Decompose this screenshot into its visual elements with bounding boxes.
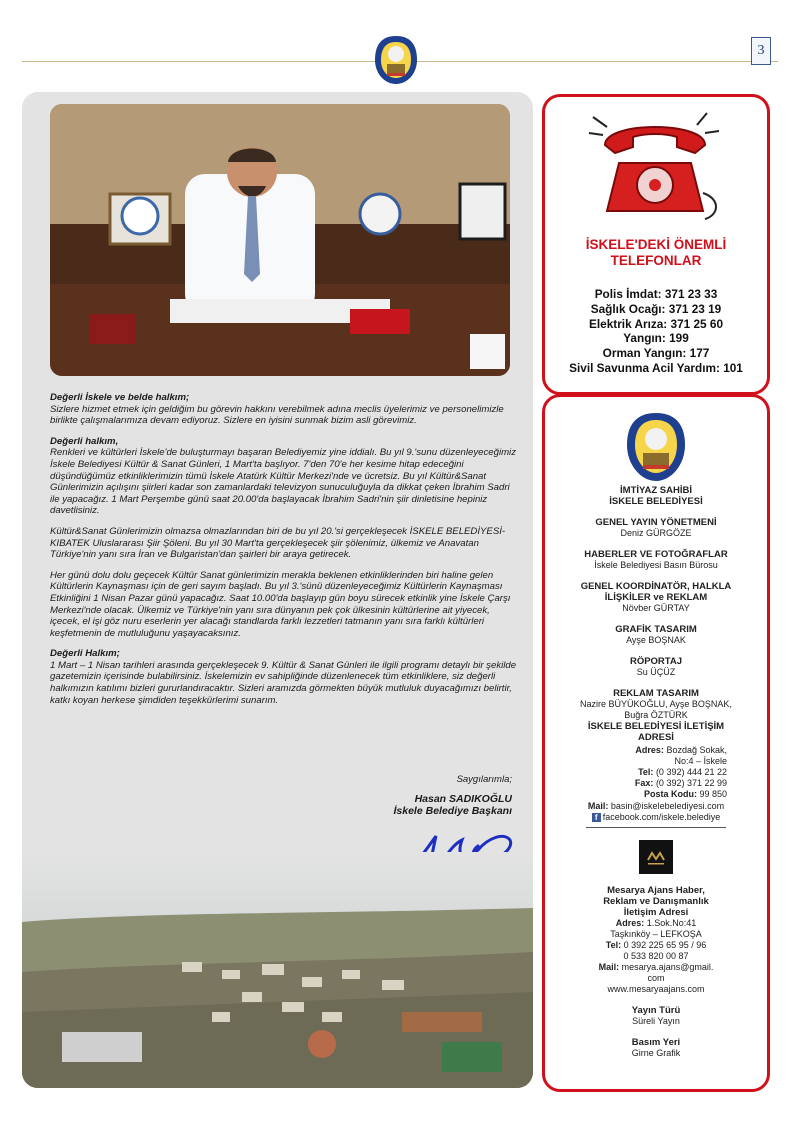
coordinator-label-2: İLİŞKİLER ve REKLAM xyxy=(604,592,708,603)
phones-title-line2: TELEFONLAR xyxy=(610,253,702,268)
contact-label: İSKELE BELEDİYESİ İLETİŞİM xyxy=(587,721,725,732)
closing: Saygılarımla; xyxy=(456,774,512,785)
mail-label: Mail: xyxy=(587,801,609,811)
mayor-message-panel xyxy=(22,92,533,1088)
publication-type-value: Süreli Yayın xyxy=(632,1016,680,1026)
coordinator-value: Növber GÜRTAY xyxy=(622,603,690,613)
print-location-value: Girne Grafik xyxy=(631,1048,681,1058)
address-label: Adres: xyxy=(635,745,664,755)
imprint-content xyxy=(549,485,763,1069)
print-location-label: Basım Yeri xyxy=(631,1037,681,1048)
interview-label: RÖPORTAJ xyxy=(629,656,683,667)
red-telephone-icon xyxy=(585,103,725,223)
ad-design-value-2: Buğra ÖZTÜRK xyxy=(624,710,688,720)
mail-link[interactable]: basin@iskelebelediyesi.com xyxy=(610,801,725,811)
aerial-town-photo xyxy=(22,852,533,1088)
graphic-value: Ayşe BOŞNAK xyxy=(626,635,686,645)
agency-tel-value: 0 392 225 65 95 / 96 xyxy=(623,940,707,950)
news-label: HABERLER VE FOTOĞRAFLAR xyxy=(584,549,728,560)
phone-list xyxy=(545,287,767,376)
paragraph: Kültür&Sanat Günlerimizin olmazsa olmazlarından biri de bu yıl 20.'si gerçekleşecek İSKELE BELEDİYESİ-KIBATEK Uluslararası Şiir Şöleni. Bu yıl 30 Mart'ta gerçekleşecek şiir şölenimiz, ülkemiz ve Anavatan Türkiye'nin yanı sıra İran ve Bulgaristan'dan şairleri bir araya getirecek. xyxy=(50,525,506,561)
facebook-link[interactable]: facebook.com/iskele.belediye xyxy=(602,812,721,822)
publication-type-label: Yayın Türü xyxy=(631,1005,681,1016)
phone-item: Elektrik Arıza: 371 25 60 xyxy=(589,316,723,331)
greeting-heading: Değerli İskele ve belde halkım; xyxy=(50,392,190,403)
ad-design-label: REKLAM TASARIM xyxy=(613,688,699,699)
address-value-2: No:4 – İskele xyxy=(674,756,727,766)
agency-address-value: 1.Sok.No:41 xyxy=(646,918,697,928)
interview-value: Su ÜÇÜZ xyxy=(636,667,676,677)
address-value: Bozdağ Sokak, xyxy=(666,745,727,755)
page-number: 3 xyxy=(751,37,771,65)
agency-mail-label: Mail: xyxy=(598,962,620,972)
agency-website-link[interactable]: www.mesaryaajans.com xyxy=(607,984,705,994)
agency-address-label: Adres: xyxy=(615,918,645,928)
facebook-icon: f xyxy=(592,813,601,822)
owner-label: İMTİYAZ SAHİBİ xyxy=(620,485,692,496)
iskele-municipality-logo-icon xyxy=(625,411,687,483)
divider xyxy=(586,827,726,828)
tel-value: (0 392) 444 21 22 xyxy=(655,767,727,777)
fax-label: Fax: xyxy=(634,778,654,788)
agency-mail-link[interactable]: mesarya.ajans@gmail. xyxy=(621,962,714,972)
ad-design-value: Nazire BÜYÜKOĞLU, Ayşe BOŞNAK, xyxy=(580,699,732,709)
mesarya-logo-icon xyxy=(639,840,673,874)
postal-label: Posta Kodu: xyxy=(643,789,697,799)
agency-name: Mesarya Ajans Haber, xyxy=(607,885,705,896)
agency-address-value-2: Taşkınköy – LEFKOŞA xyxy=(610,929,702,939)
news-value: İskele Belediyesi Basın Bürosu xyxy=(594,560,718,570)
paragraph: Her günü dolu dolu geçecek Kültür Sanat günlerimizin merakla beklenen etkinliklerinden biri haline gelen Kültürlerin Kaynaşması için de geri sayım başladı. Bu yıl 3.'sünü düzenleyeceğimiz Kültürlerin Kaynaşması Etkinliğini 1 Nisan Pazar günü yapacağız. Saat 10.00'da başlayıp gün boyu sürecek etkinlik yine İskele Çarşı Merkezi'nde olacak. Ülkemiz ve Türkiye'nin yanı sıra dünyanın pek çok ülkesinin kültürlerine ait yiyecek, içecek, el işi göz nuru eserlerin yer alacağı standlarda farklı lezzetleri tatmanın yanı sıra farklı kültürleri keşfetmenin de mutluluğunu yaşayacaksınız. xyxy=(50,569,511,639)
contact-label-2: ADRESİ xyxy=(638,732,674,743)
editor-value: Deniz GÜRGÖZE xyxy=(620,528,692,538)
fax-value: (0 392) 371 22 99 xyxy=(655,778,727,788)
coordinator-label: GENEL KOORDİNATÖR, HALKLA xyxy=(580,581,732,592)
paragraph: 1 Mart – 1 Nisan tarihleri arasında gerçekleşecek 9. Kültür & Sanat Günleri ile ilgili programı detaylı bir şekilde gazetemizin içerisinde bulabilirsiniz. İskelemizin ev sahipliğinde düzenlenecek tüm etkinliklere, siz değerli halkımızın katılımı bizleri gururlandıracaktır. Sizleri aramızda görmekten büyük mutluluk duyacağımızı belirtir, katkı koyan herkese şimdiden teşekkürlerimi sunarım. xyxy=(50,659,517,706)
graphic-label: GRAFİK TASARIM xyxy=(615,624,697,635)
agency-name-3: İletişim Adresi xyxy=(623,907,689,918)
signature-block xyxy=(362,774,512,817)
paragraph: Sizlere hizmet etmek için geldiğim bu görevin hakkını verebilmek adına meclis üyelerimiz ve personelimizle birlikte çalışmalarımıza devam ediyoruz. Sizlere en iyisini sunmak bizim asli görevimiz. xyxy=(50,403,504,427)
phone-item: Yangın: 199 xyxy=(623,331,689,346)
phone-item: Orman Yangın: 177 xyxy=(602,346,710,361)
important-phones-box xyxy=(542,94,770,395)
agency-tel-label: Tel: xyxy=(605,940,622,950)
tel-label: Tel: xyxy=(638,767,654,777)
phones-title-line1: İSKELE'DEKİ ÖNEMLİ xyxy=(585,237,727,252)
phones-title xyxy=(545,237,767,269)
phone-item: Sivil Savunma Acil Yardım: 101 xyxy=(569,360,743,375)
owner-value: İSKELE BELEDİYESİ xyxy=(609,496,703,507)
agency-tel-value-2: 0 533 820 00 87 xyxy=(623,951,689,961)
paragraph: Renkleri ve kültürleri İskele'de buluşturmayı başaran Belediyemiz yine iddialı. Bu yıl 9.'sunu düzenleyeceğimiz İskele Belediyesi Kültür & Sanat Günleri, 1 Mart'ta başlıyor. 7'den 70'e her kesime hitap edeceğini düşündüğümüz etkinliklerimizin tümü İskele Atatürk Kültür Merkezi'nde ve ücretsiz. Bu yıl Kültür&Sanat Günlerimizin açılışını şiirleri kadar son zamanlardaki televizyon sunuculuğuyla da dikkat çeken İbrahim Sadri ile yapacağız. 1 Mart Perşembe günü saat 20.00'da başlayacak İbrahim Sadri'nin şiir dinletisine hepiniz davetlisiniz. xyxy=(50,447,516,517)
greeting-heading: Değerli halkım, xyxy=(50,435,119,447)
phone-item: Sağlık Ocağı: 371 23 19 xyxy=(590,301,722,316)
imprint-box xyxy=(542,394,770,1092)
signer-role: İskele Belediye Başkanı xyxy=(393,805,512,817)
mayor-photo xyxy=(50,104,510,376)
signer-name: Hasan SADIKOĞLU xyxy=(414,793,512,805)
mayor-message xyxy=(50,392,520,715)
agency-mail-link-2[interactable]: com xyxy=(647,973,665,983)
municipality-logo-icon xyxy=(373,34,419,86)
phone-item: Polis İmdat: 371 23 33 xyxy=(594,287,718,301)
editor-label: GENEL YAYIN YÖNETMENİ xyxy=(595,517,717,528)
agency-name-2: Reklam ve Danışmanlık xyxy=(603,896,709,907)
postal-value: 99 850 xyxy=(699,789,727,799)
greeting-heading: Değerli Halkım; xyxy=(50,648,120,660)
